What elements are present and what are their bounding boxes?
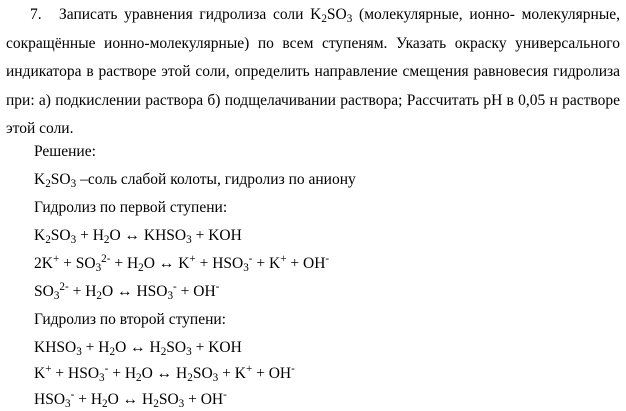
stage2-full-ionic-equation: $K^+ + HSO_3^- + H_2O$ ↔ $H_2SO_3 + K^+ + OH^-$ xyxy=(34,363,295,385)
solution-heading: Решение: xyxy=(34,143,96,160)
task-number: 7. xyxy=(30,6,42,23)
stage1-short-ionic-equation: $SO_3^{2-} + H_2O$ ↔ $HSO_3^- + OH^-$ xyxy=(34,281,220,303)
stage1-full-ionic-equation: $2K^+ + SO_3^{2-} + H_2O$ ↔ $K^+ + HSO_3^- + K^+ + OH^-$ xyxy=(34,253,330,275)
stage2-heading: Гидролиз по второй ступени: xyxy=(34,311,226,328)
task-text-part2: (молекулярные, ионно- молекулярные, сокращённые ионно-молекулярные) по всем ступеням. Указать окраску универсального индикатора в растворе этой соли, определить направление смещения равновесия гидролиза при: а) подкислении раствора б) подщелачивании раствора; Рассчитать pH в 0,05 н растворе этой соли. xyxy=(6,6,620,137)
salt-note: $K_2SO_3$ –соль слабой колоты, гидролиз по аниону xyxy=(34,171,356,191)
stage1-molecular-equation: $K_2SO_3 + H_2O$ ↔ $KHSO_3$ + KOH xyxy=(34,227,242,247)
stage1-heading: Гидролиз по первой ступени: xyxy=(34,199,228,216)
task-text-part1: Записать уравнения гидролиза соли K xyxy=(59,6,322,23)
stage2-molecular-equation: $KHSO_3 + H_2O$ ↔ $H_2SO_3$ + KOH xyxy=(34,339,242,359)
stage2-short-ionic-equation: $HSO_3^- + H_2O$ ↔ $H_2SO_3 + OH^-$ xyxy=(34,389,227,411)
task-statement: 7. Записать уравнения гидролиза соли $K_2SO_3$ (молекулярные, ионно- молекулярные, сокращённые ионно-молекулярные) по всем ступеням. Указать окраску универсального индикатора в растворе этой соли, определить направление смещения равновесия гидролиза при: а) подкислении раствора б) подщелачивании раствора; Рассчитать pH в 0,05 н растворе этой соли. xyxy=(6,1,620,144)
